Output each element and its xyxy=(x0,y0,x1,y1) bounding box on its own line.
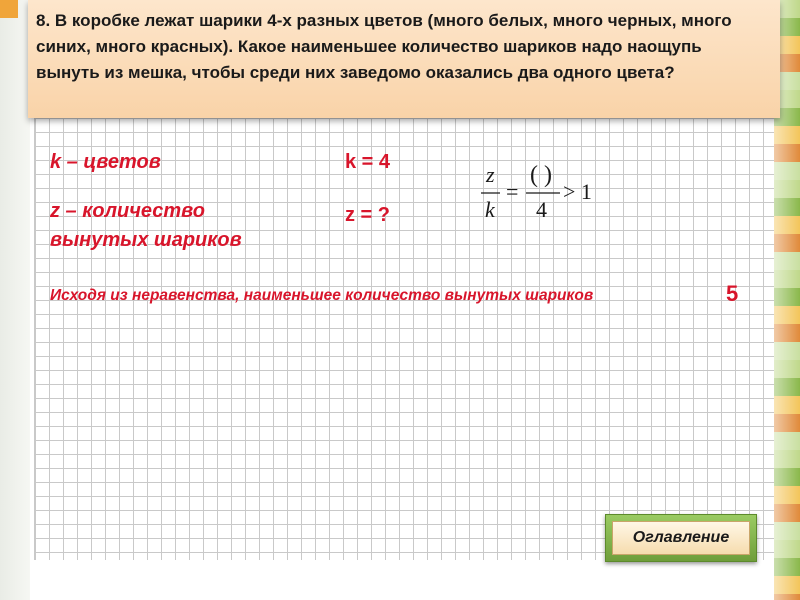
answer-value: 5 xyxy=(726,281,739,306)
formula-blank: ( ) xyxy=(530,162,552,188)
z-value: z = ? xyxy=(345,204,391,226)
z-definition: z – количество вынутых шариков xyxy=(50,200,242,251)
formula-z: z xyxy=(486,162,495,187)
formula-equals: = xyxy=(506,179,519,204)
k-value: k = 4 xyxy=(345,151,391,173)
k-definition: k – цветов xyxy=(50,151,161,173)
formula-rhs: > 1 xyxy=(563,179,592,204)
inequality-formula xyxy=(478,160,618,230)
formula-denominator: 4 xyxy=(536,197,547,222)
grid-paper-background xyxy=(34,118,774,560)
toc-button-label: Оглавление xyxy=(612,521,750,555)
task-banner xyxy=(28,0,780,118)
formula-k: k xyxy=(485,197,495,222)
conclusion-text: Исходя из неравенства, наименьшее количество вынутых шариков xyxy=(50,287,594,304)
left-decor-strip xyxy=(0,0,30,600)
table-of-contents-button[interactable] xyxy=(605,514,757,562)
task-text: 8. В коробке лежат шарики 4-х разных цветов (много белых, много черных, много синих, много красных). Какое наименьшее количество шариков надо наощупь вынуть из мешка, чтобы среди них заведомо оказались два одного цвета? xyxy=(36,11,732,82)
